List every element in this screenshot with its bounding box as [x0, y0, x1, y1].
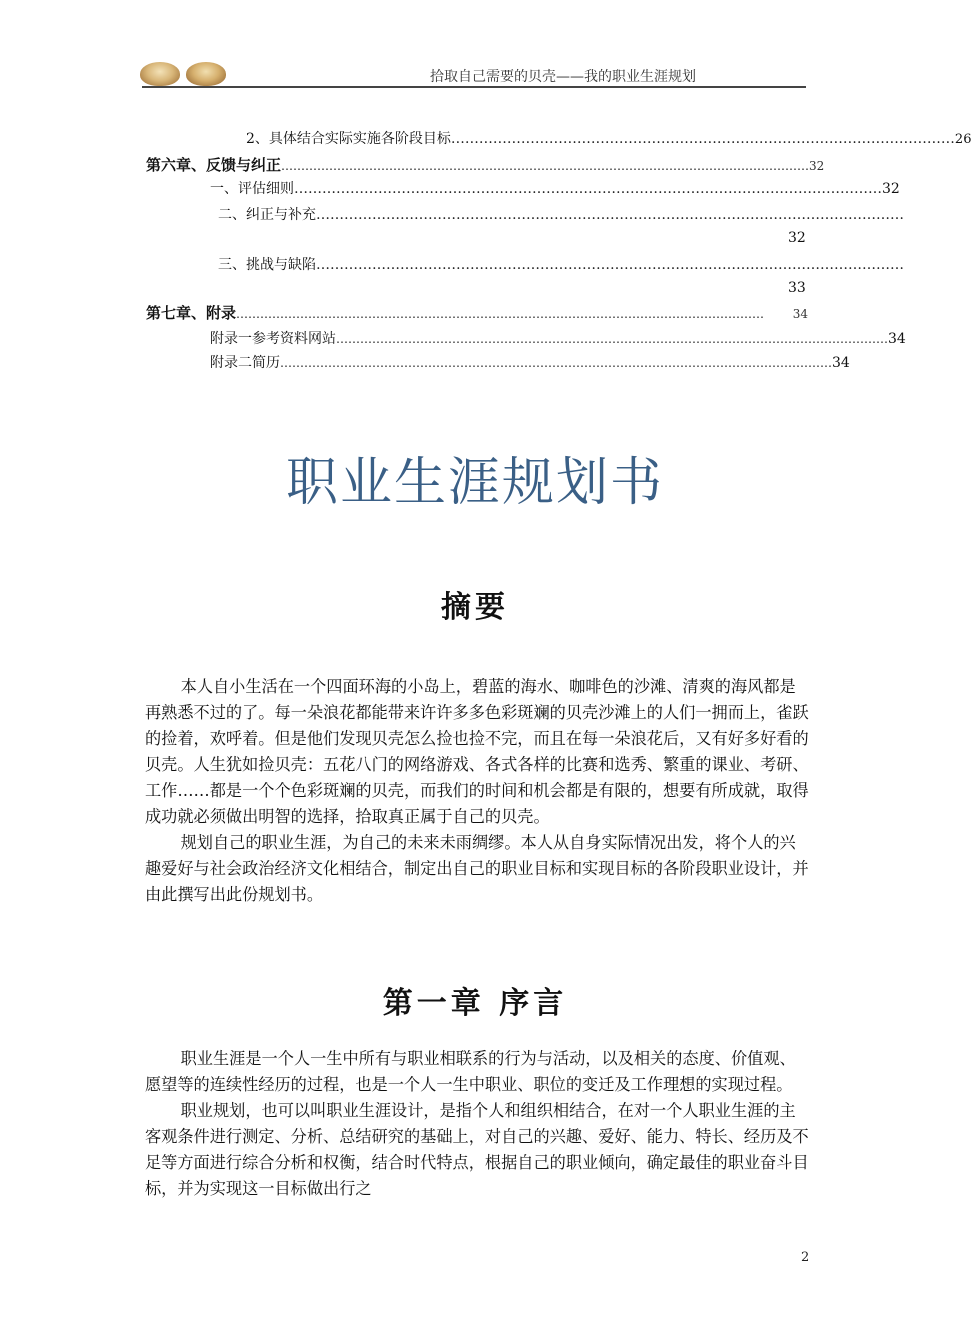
toc-entry-label: 2、具体结合实际实施各阶段目标 — [246, 131, 451, 147]
chapter-paragraph: 职业规划，也可以叫职业生涯设计，是指个人和组织相结合，在对一个人职业生涯的主客观条件进行测定、分析、总结研究的基础上，对自己的兴趣、爱好、能力、特长、经历及不足等方面进行综合分析和权衡，结合时代特点，根据自己的职业倾向，确定最佳的职业奋斗目标，并为实现这一目标做出行之 — [145, 1101, 809, 1198]
toc-entry-page: 32 — [788, 230, 806, 246]
toc-entry-label: 第七章、附录 — [146, 304, 237, 322]
toc-leader-dots: ……………………………………………………………………………………………… — [450, 131, 955, 147]
toc-entry-label: 二、纠正与补充 — [218, 207, 316, 223]
toc-entry-label: 一、评估细则 — [210, 181, 294, 197]
abstract-paragraph: 规划自己的职业生涯，为自己的未来未雨绸缪。本人从自身实际情况出发，将个人的兴趣爱好与社会政治经济文化相结合，制定出自己的职业目标和实现目标的各阶段职业设计，并由此撰写出此份规划书。 — [145, 833, 809, 904]
seashell-icon — [140, 62, 180, 86]
toc-entry[interactable] — [210, 178, 900, 198]
toc-entry-page: 34 — [832, 355, 850, 371]
chapter-paragraph: 职业生涯是一个人一生中所有与职业相联系的行为与活动，以及相关的态度、价值观、愿望等的连续性经历的过程，也是一个人一生中职业、职位的变迁及工作理想的实现过程。 — [145, 1049, 796, 1094]
toc-leader-dots: ………………………………………………………………………………………………………………………… — [336, 332, 888, 346]
running-header-title: 拾取自己需要的贝壳——我的职业生涯规划 — [430, 69, 696, 85]
toc-entry-page: 34 — [888, 331, 906, 347]
toc-leader-dots: ……………………………………………………………………………………………………………… — [294, 181, 882, 197]
toc-leader-dots: ……………………………………………………………………………………………………………… — [316, 207, 904, 223]
chapter-body — [145, 1046, 810, 1202]
toc-entry-page: 34 — [792, 307, 808, 321]
abstract-heading: 摘要 — [441, 590, 509, 625]
toc-entry-label: 三、挑战与缺陷 — [218, 257, 316, 273]
toc-entry[interactable] — [210, 352, 850, 372]
toc-leader-dots: ……………………………………………………………………………………………………………… — [316, 257, 904, 273]
document-title: 职业生涯规划书 — [285, 453, 664, 513]
toc-entry-page: 32 — [882, 181, 900, 197]
toc-entry[interactable] — [210, 328, 906, 348]
toc-entry-page: 26 — [954, 132, 971, 147]
toc-chapter-entry[interactable] — [146, 302, 808, 323]
toc-leader-dots: …………………………………………………………………………………………………………………… — [236, 307, 765, 321]
header-divider — [142, 86, 806, 88]
toc-entry-page: 33 — [788, 280, 806, 296]
seashell-icon — [186, 62, 226, 86]
toc-entry-label: 附录二简历 — [210, 355, 280, 371]
toc-entry-label: 附录一参考资料网站 — [210, 331, 336, 347]
toc-leader-dots: ………………………………………………………………………………………………………………………… — [280, 356, 832, 370]
seashell-icon — [140, 62, 230, 88]
toc-chapter-entry[interactable] — [146, 154, 825, 175]
toc-entry[interactable] — [246, 128, 971, 148]
toc-entry-page: 32 — [809, 159, 825, 173]
toc-entry-label: 第六章、反馈与纠正 — [146, 156, 282, 174]
page-number: 2 — [801, 1250, 810, 1265]
abstract-body — [145, 674, 810, 908]
toc-leader-dots: …………………………………………………………………………………………………………………… — [281, 159, 810, 173]
toc-entry[interactable] — [218, 254, 904, 274]
abstract-paragraph: 本人自小生活在一个四面环海的小岛上，碧蓝的海水、咖啡色的沙滩、清爽的海风都是再熟悉不过的了。每一朵浪花都能带来许许多多色彩斑斓的贝壳沙滩上的人们一拥而上，雀跃的捡着，欢呼着。但是他们发现贝壳怎么捡也捡不完，而且在每一朵浪花后，又有好多好看的贝壳。人生犹如捡贝壳：五花八门的网络游戏、各式各样的比赛和选秀、繁重的课业、考研、工作……都是一个个色彩斑斓的贝壳，而我们的时间和机会都是有限的，想要有所成就，取得成功就必须做出明智的选择，拾取真正属于自己的贝壳。 — [145, 677, 809, 826]
toc-entry[interactable] — [218, 204, 904, 224]
chapter-heading: 第一章 序言 — [382, 986, 568, 1021]
